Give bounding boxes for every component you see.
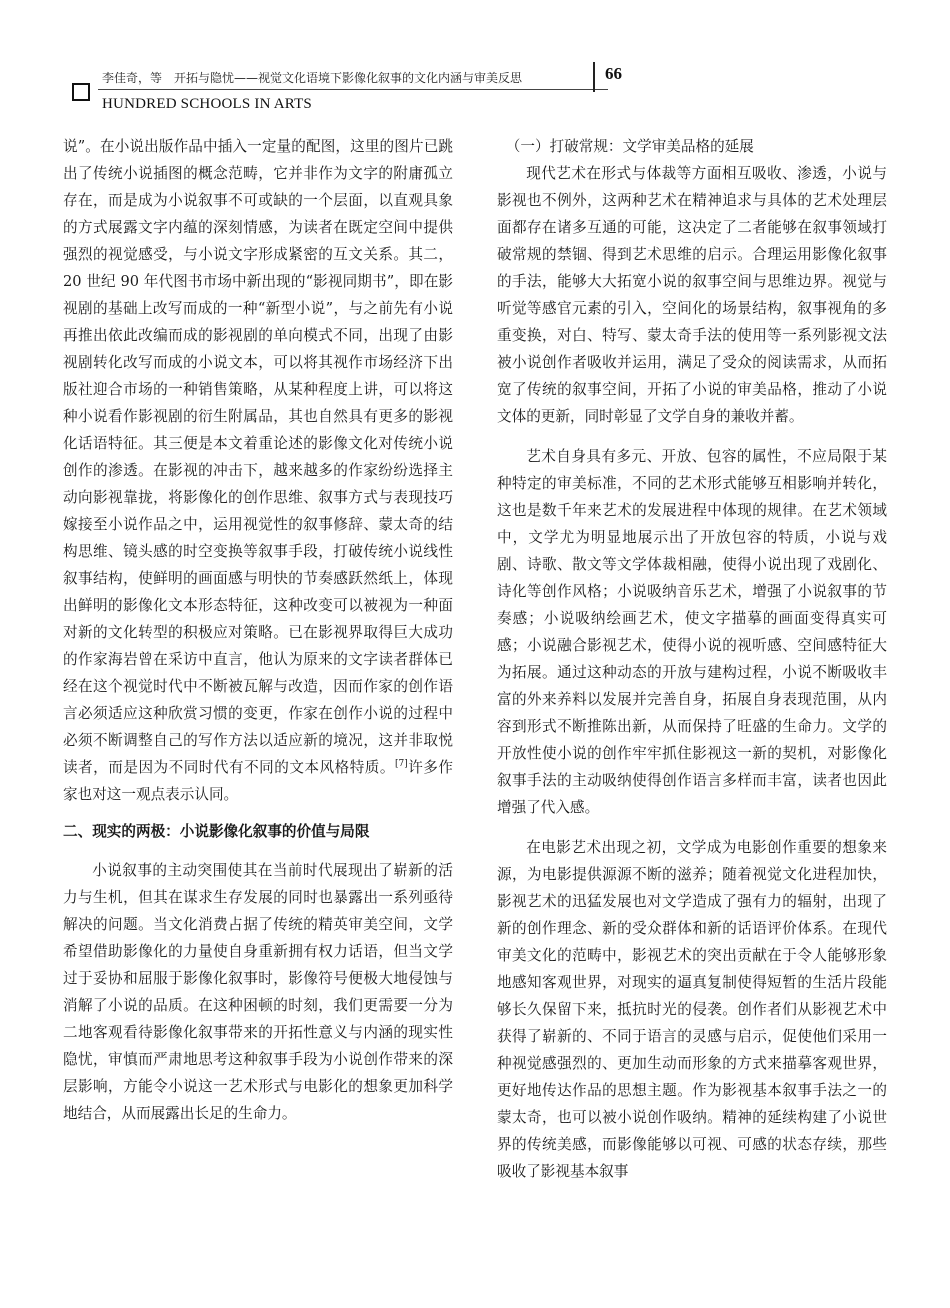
left-column bbox=[63, 133, 453, 1127]
running-header bbox=[62, 60, 892, 120]
right-paragraph-1: 现代艺术在形式与体裁等方面相互吸收、渗透，小说与影视也不例外，这两种艺术在精神追求与具体的艺术处理层面都存在诸多互通的可能，这决定了二者能够在叙事领域打破常规的禁锢、得到艺术思维的启示。合理运用影像化叙事的手法，能够大大拓宽小说的叙事空间与思维边界。视觉与听觉等感官元素的引入，空间化的场景结构，叙事视角的多重变换，对白、特写、蒙太奇手法的使用等一系列影视文法被小说创作者吸收并运用，满足了受众的阅读需求，从而拓宽了传统的叙事空间，开拓了小说的审美品格，推动了小说文体的更新，同时彰显了文学自身的兼收并蓄。 bbox=[497, 165, 887, 425]
header-divider bbox=[593, 62, 595, 92]
subsection-heading: （一）打破常规：文学审美品格的延展 bbox=[505, 138, 754, 155]
left-paragraph-1 bbox=[63, 133, 453, 808]
journal-name: HUNDRED SCHOOLS IN ARTS bbox=[102, 96, 312, 112]
page-number: 66 bbox=[605, 64, 622, 83]
citation-ref: [7] bbox=[394, 759, 408, 770]
right-paragraph-3: 在电影艺术出现之初，文学成为电影创作重要的想象来源，为电影提供源源不断的滋养；随着视觉文化进程加快，影视艺术的迅猛发展也对文学造成了强有力的辐射，出现了新的创作理念、新的受众群体和新的话语评价体系。在现代审美文化的范畴中，影视艺术的突出贡献在于令人能够形象地感知客观世界，对现实的逼真复制使得短暂的生活片段能够长久保留下来，抵抗时光的侵袭。创作者们从影视艺术中获得了崭新的、不同于语言的灵感与启示，促使他们采用一种视觉感强烈的、更加生动而形象的方式来描摹客观世界，更好地传达作品的思想主题。作为影视基本叙事手法之一的蒙太奇，也可以被小说创作吸纳。精神的延续构建了小说世界的传统美感，而影像能够以可视、可感的状态存续，那些吸收了影视基本叙事 bbox=[497, 839, 887, 1180]
section-heading: 二、现实的两极：小说影像化叙事的价值与局限 bbox=[63, 823, 370, 840]
right-paragraph-2: 艺术自身具有多元、开放、包容的属性，不应局限于某种特定的审美标准，不同的艺术形式能够互相影响并转化，这也是数千年来艺术的发展进程中体现的规律。在艺术领域中，文学尤为明显地展示出了开放包容的特质，小说与戏剧、诗歌、散文等文学体裁相融，使得小说出现了戏剧化、诗化等创作风格；小说吸纳音乐艺术，增强了小说叙事的节奏感；小说吸纳绘画艺术，使文字描摹的画面变得真实可感；小说融合影视艺术，使得小说的视听感、空间感特征大为拓展。通过这种动态的开放与建构过程，小说不断吸收丰富的外来养料以发展并完善自身，拓展自身表现范围，从内容到形式不断推陈出新，从而保持了旺盛的生命力。文学的开放性使小说的创作牢牢抓住影视这一新的契机，对影像化叙事手法的主动吸纳使得创作语言多样而丰富，读者也因此增强了代入感。 bbox=[497, 448, 887, 816]
left-paragraph-2: 小说叙事的主动突围使其在当前时代展现出了崭新的活力与生机，但其在谋求生存发展的同时也暴露出一系列亟待解决的问题。当文化消费占据了传统的精英审美空间，文学希望借助影像化的力量使自身重新拥有权力话语，但当文学过于妥协和屈服于影像化叙事时，影像符号便极大地侵蚀与消解了小说的品质。在这种困顿的时刻，我们更需要一分为二地客观看待影像化叙事带来的开拓性意义与内涵的现实性隐忧，审慎而严肃地思考这种叙事手段为小说创作带来的深层影响，方能令小说这一艺术形式与电影化的想象更加科学地结合，从而展露出长足的生命力。 bbox=[63, 862, 453, 1122]
header-rule bbox=[98, 89, 608, 90]
right-column bbox=[497, 133, 887, 1185]
left-paragraph-1-tail: 许多作家也对这一观点表示认同。 bbox=[63, 759, 453, 803]
left-paragraph-1-text: 说”。在小说出版作品中插入一定量的配图，这里的图片已跳出了传统小说插图的概念范畴，它并非作为文字的附庸孤立存在，而是成为小说叙事不可或缺的一个层面，以直观具象的方式展露文字内蕴的深刻情感，为读者在既定空间中提供强烈的视觉感受，与小说文字形成紧密的互文关系。其二，20 世纪 90 年代图书市场中新出现的“影视同期书”，即在影视剧的基础上改写而成的一种“新型小说”，与之前先有小说再推出依此改编而成的影视剧的单向模式不同，出现了由影视剧转化改写而成的小说文本，可以将其视作市场经济下出版社迎合市场的一种销售策略，从某种程度上讲，可以将这种小说看作影视剧的衍生附属品，其也自然具有更多的影视化话语特征。其三便是本文着重论述的影像文化对传统小说创作的渗透。在影视的冲击下，越来越多的作家纷纷选择主动向影视靠拢，将影像化的创作思维、叙事方式与表现技巧嫁接至小说作品之中，运用视觉性的叙事修辞、蒙太奇的结构思维、镜头感的时空变换等叙事手段，打破传统小说线性叙事结构，使鲜明的画面感与明快的节奏感跃然纸上，体现出鲜明的影像化文本形态特征，这种改变可以被视为一种面对新的文化转型的积极应对策略。已在影视界取得巨大成功的作家海岩曾在采访中直言，他认为原来的文字读者群体已经在这个视觉时代中不断被瓦解与改造，因而作家的创作语言必须适应这种欣赏习惯的变更，作家在创作小说的过程中必须不断调整自己的写作方法以适应新的境况，这并非取悦读者，而是因为不同时代有不同的文本风格特质。 bbox=[63, 138, 453, 776]
running-title: 李佳奇，等 开拓与隐忧——视觉文化语境下影像化叙事的文化内涵与审美反思 bbox=[102, 71, 523, 85]
header-square-mark bbox=[72, 83, 90, 101]
